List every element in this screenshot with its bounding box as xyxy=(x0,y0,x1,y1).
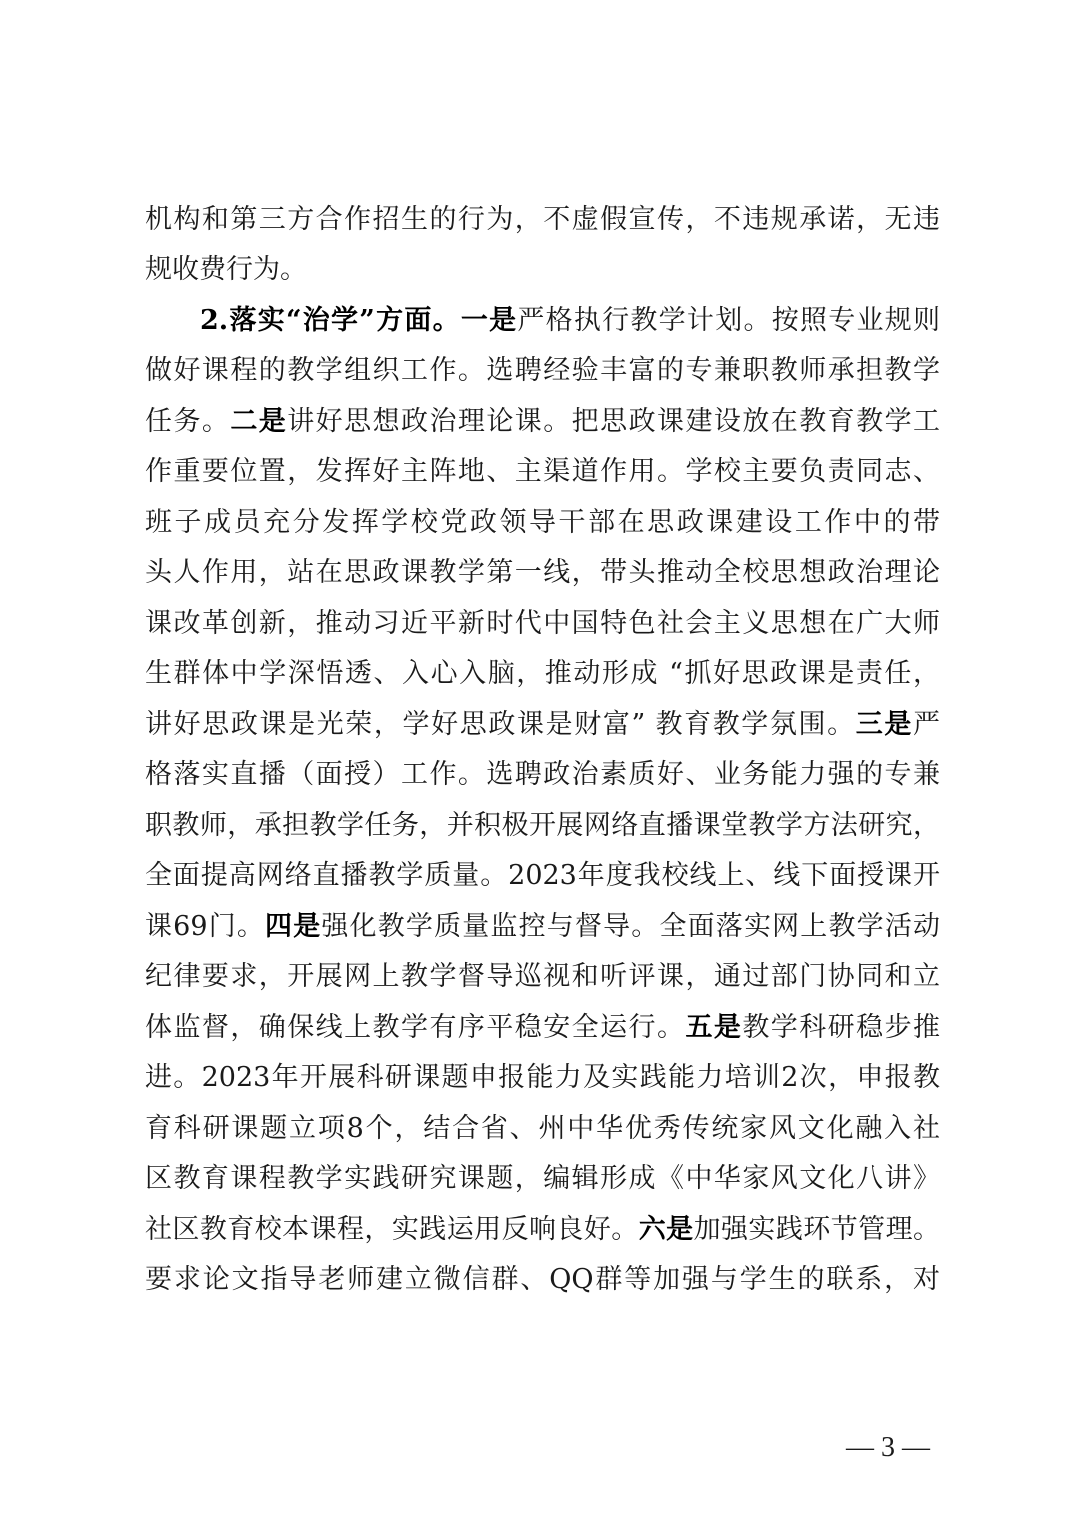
section-line-17: 育科研课题立项8个，结合省、州中华优秀传统家风文化融入社 xyxy=(145,1113,940,1144)
section-line-4: 作重要位置，发挥好主阵地、主渠道作用。学校主要负责同志、 xyxy=(145,456,940,487)
label-second: 二是 xyxy=(230,406,288,437)
section-line-13-a: 课69门。 xyxy=(145,911,266,942)
section-line-8: 生群体中学深悟透、入心入脑，推动形成 “抓好思政课是责任， xyxy=(145,658,940,689)
section-line-15-a: 体监督，确保线上教学有序平稳安全运行。 xyxy=(145,1012,686,1043)
section-line-13-b: 强化教学质量监控与督导。全面落实网上教学活动 xyxy=(321,911,940,942)
section-line-3-b: 讲好思想政治理论课。把思政课建设放在教育教学工 xyxy=(287,406,941,437)
section-line-10: 格落实直播（面授）工作。选聘政治素质好、业务能力强的专兼 xyxy=(145,759,940,790)
section-line-9 xyxy=(145,703,940,747)
section-line-9-a: 讲好思政课是光荣，学好思政课是财富” 教育教学氛围。 xyxy=(145,709,856,740)
section-line-5: 班子成员充分发挥学校党政领导干部在思政课建设工作中的带 xyxy=(145,507,940,538)
label-sixth: 六是 xyxy=(638,1214,694,1245)
label-first: 一是 xyxy=(460,305,518,336)
section-line-3-a: 任务。 xyxy=(145,406,231,437)
section-line-15 xyxy=(145,1006,940,1050)
section-line-11: 职教师，承担教学任务，并积极开展网络直播课堂教学方法研究， xyxy=(145,810,940,841)
section-line-19-a: 社区教育校本课程，实践运用反响良好。 xyxy=(145,1214,639,1245)
label-third: 三是 xyxy=(855,709,913,740)
section-line-20: 要求论文指导老师建立微信群、QQ群等加强与学生的联系，对 xyxy=(145,1264,940,1295)
label-fourth: 四是 xyxy=(265,911,322,942)
section-line-14: 纪律要求，开展网上教学督导巡视和听评课，通过部门协同和立 xyxy=(145,961,940,992)
section-line-1 xyxy=(200,299,940,343)
section-line-1-text: 严格执行教学计划。按照专业规则 xyxy=(517,305,941,336)
section-heading: 2.落实“治学”方面。 xyxy=(200,305,461,336)
section-line-3 xyxy=(145,400,940,444)
section-line-2: 做好课程的教学组织工作。选聘经验丰富的专兼职教师承担教学 xyxy=(145,355,940,386)
section-line-9-b: 严 xyxy=(913,709,940,740)
section-line-6: 头人作用，站在思政课教学第一线，带头推动全校思想政治理论 xyxy=(145,557,940,588)
label-fifth: 五是 xyxy=(685,1012,743,1043)
section-line-7: 课改革创新，推动习近平新时代中国特色社会主义思想在广大师 xyxy=(145,608,940,639)
intro-line-1: 机构和第三方合作招生的行为，不虚假宣传，不违规承诺，无违 xyxy=(145,204,940,235)
section-line-13 xyxy=(145,905,940,949)
section-line-15-b: 教学科研稳步推 xyxy=(742,1012,941,1043)
section-line-12: 全面提高网络直播教学质量。2023年度我校线上、线下面授课开 xyxy=(145,860,940,891)
section-line-16: 进。2023年开展科研课题申报能力及实践能力培训2次，申报教 xyxy=(145,1062,940,1093)
page-number: — 3 — xyxy=(846,1432,930,1463)
section-line-19-b: 加强实践环节管理。 xyxy=(693,1214,941,1245)
intro-line-2: 规收费行为。 xyxy=(145,254,307,285)
section-line-19 xyxy=(145,1208,940,1252)
section-line-18: 区教育课程教学实践研究课题，编辑形成《中华家风文化八讲》 xyxy=(145,1163,940,1194)
